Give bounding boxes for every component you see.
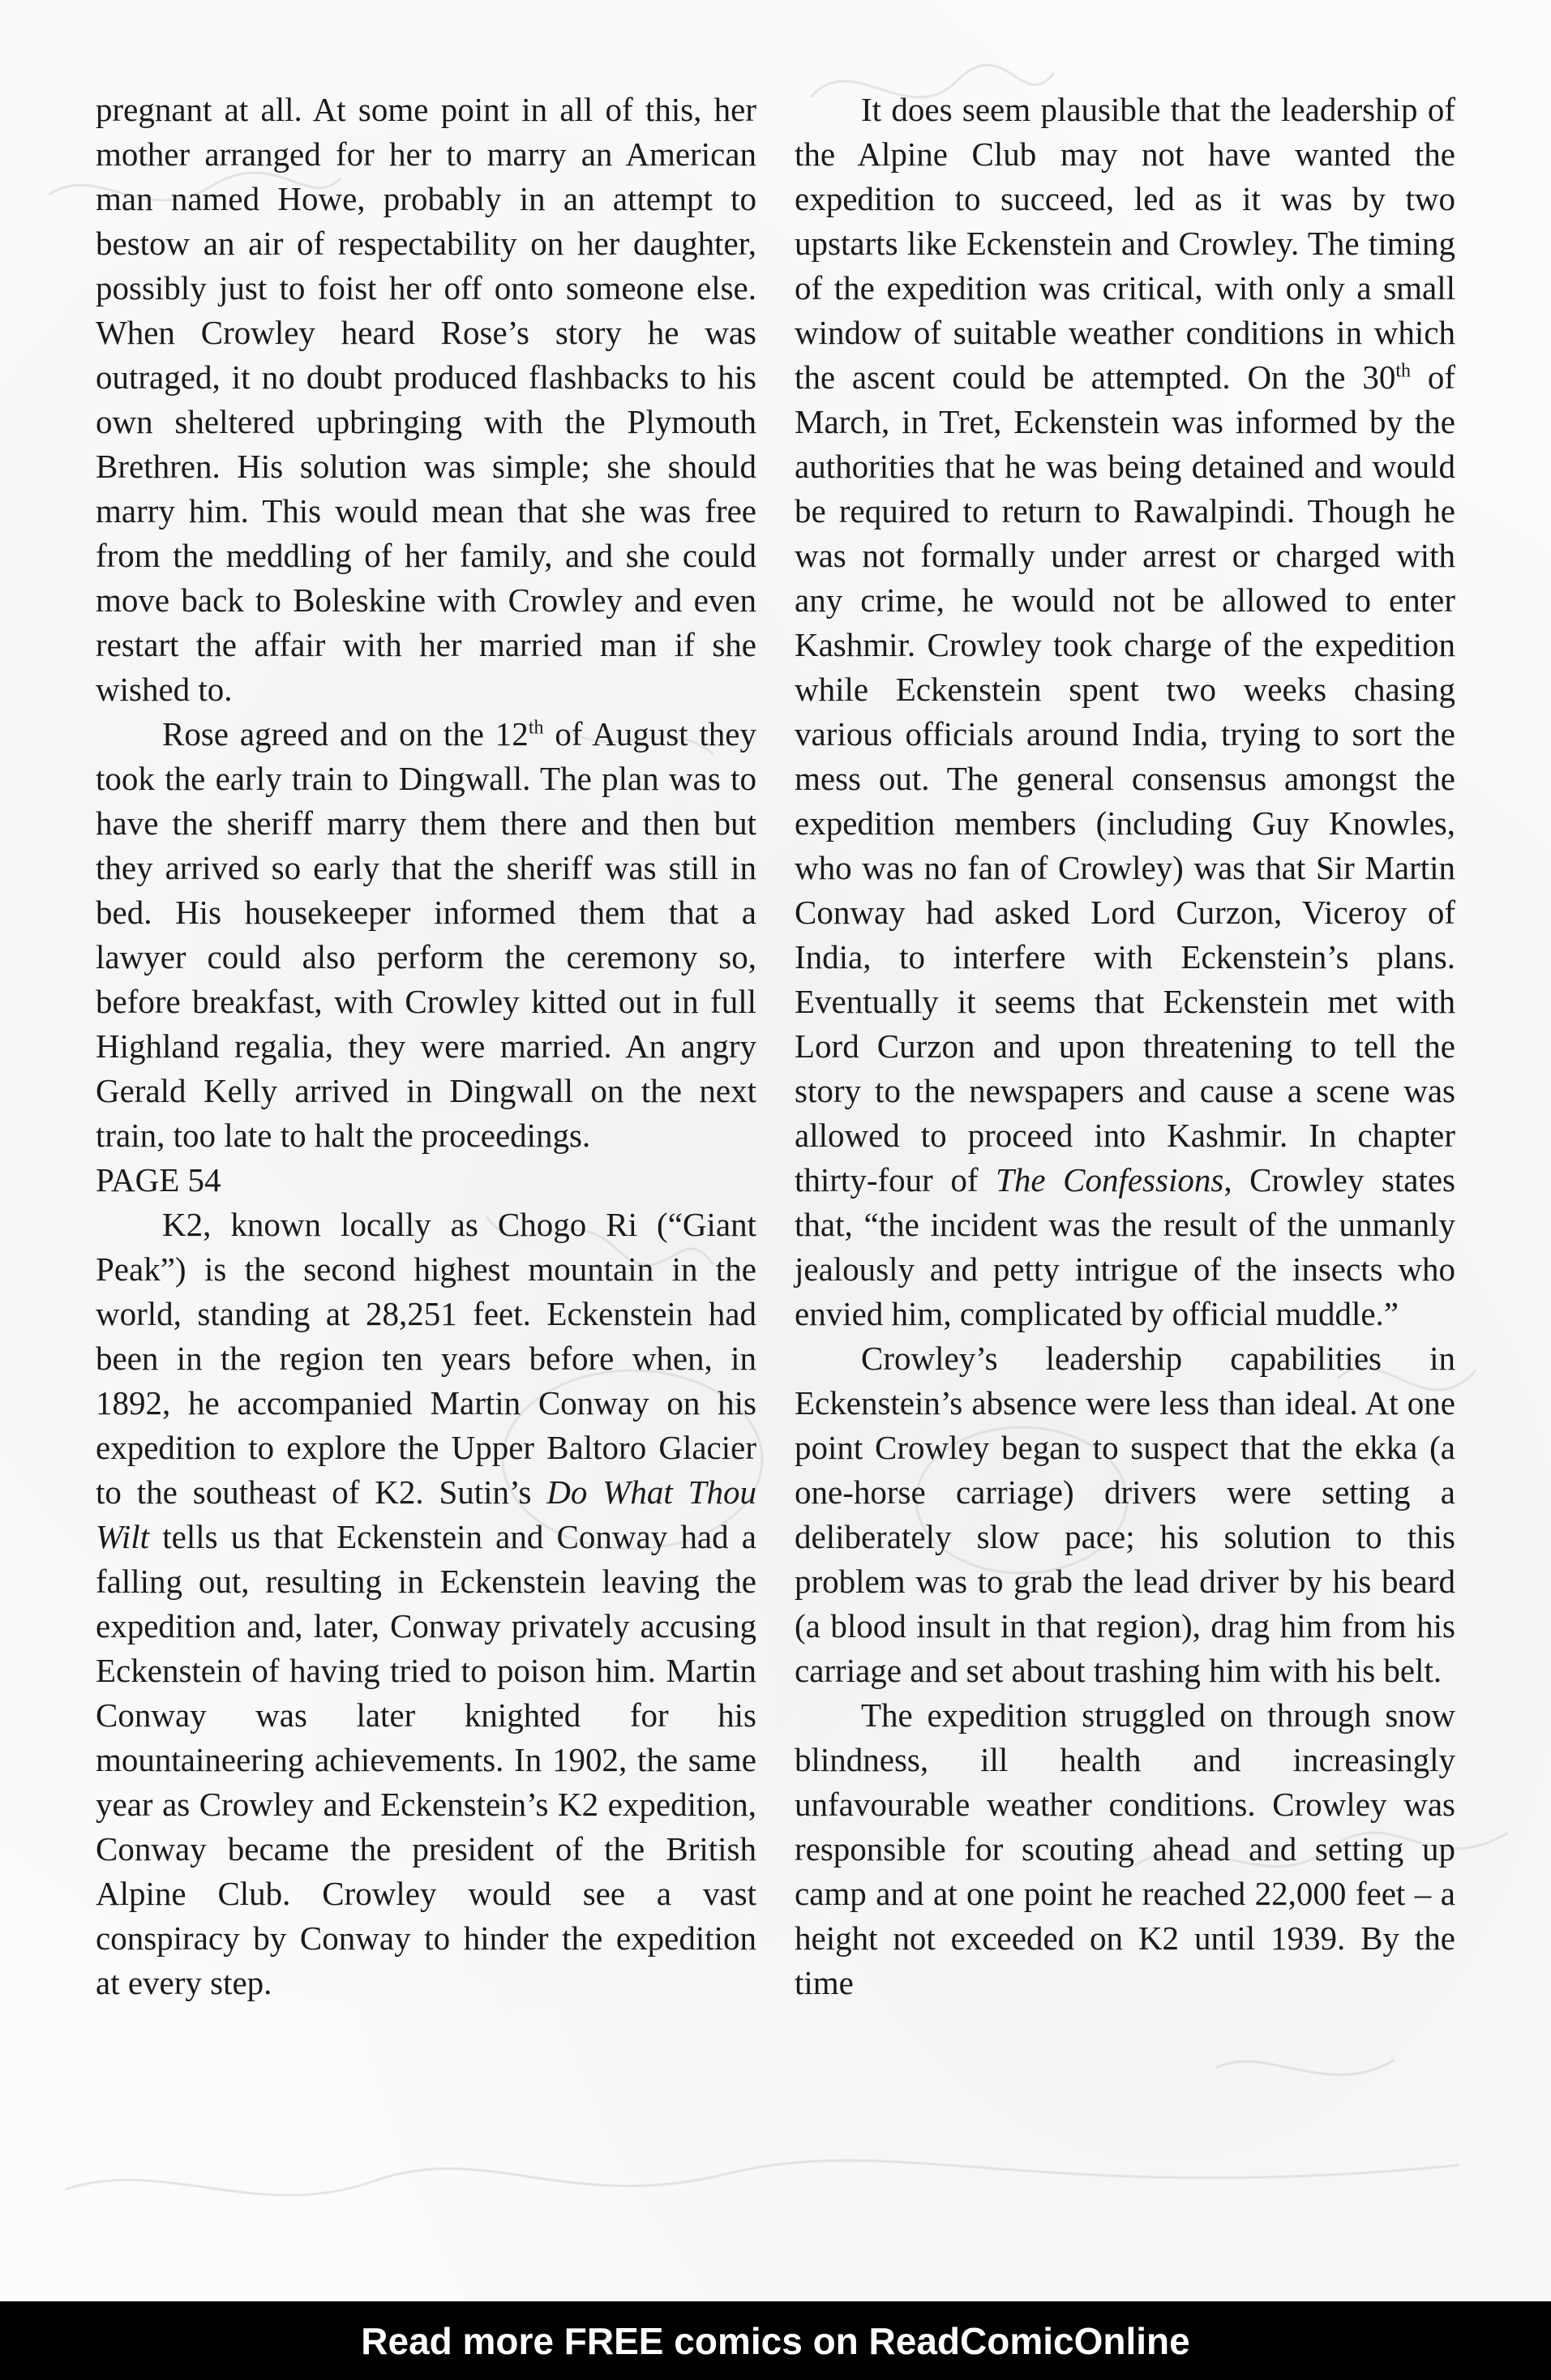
left-paragraph-2: Rose agreed and on the 12th of August they took the early train to Dingwall. The plan was to have the sheriff marry them there and then but they arrived so early that the sheriff was still in bed. His housekeeper informed them that a lawyer could also perform the ceremony so, before breakfast, with Crowley kitted out in full Highland regalia, they were married. An angry Gerald Kelly arrived in Dingwall on the next train, too late to halt the proceedings. [96, 715, 756, 1154]
right-paragraph-1: It does seem plausible that the leadership of the Alpine Club may not have wanted the expedition to succeed, led as it was by two upstarts like Eckenstein and Crowley. The timing of the expedition was critical, with only a small window of suitable weather conditions in which the ascent could be attempted. On the 30th of March, in Tret, Eckenstein was informed by the authorities that he was being detained and would be required to return to Rawalpindi. Though he was not formally under arrest or charged with any crime, he would not be allowed to enter Kashmir. Crowley took charge of the expedition while Eckenstein spent two weeks chasing various officials around India, trying to sort the mess out. The general consensus amongst the expedition members (including Guy Knowles, who was no fan of Crowley) was that Sir Martin Conway had asked Lord Curzon, Viceroy of India, to interfere with Eckenstein’s plans. Eventually it seems that Eckenstein met with Lord Curzon and upon threatening to tell the story to the newspapers and cause a scene was allowed to proceed into Kashmir. In chapter thirty-four of The Confessions, Crowley states that, “the incident was the result of the unmanly jealously and petty intrigue of the insects who envied him, complicated by official muddle.” [795, 91, 1455, 1332]
right-paragraph-3: The expedition struggled on through snow blindness, ill health and increasingly unfavourable weather conditions. Crowley was responsible for scouting ahead and setting up camp and at one point he reached 22,000 feet – a height not exceeded on K2 until 1939. By the time [795, 1696, 1455, 2001]
left-paragraph-3: K2, known locally as Chogo Ri (“Giant Peak”) is the second highest mountain in the world, standing at 28,251 feet. Eckenstein had been in the region ten years before when, in 1892, he accompanied Martin Conway on his expedition to explore the Upper Baltoro Glacier to the southeast of K2. Sutin’s Do What Thou Wilt tells us that Eckenstein and Conway had a falling out, resulting in Eckenstein leaving the expedition and, later, Conway privately accusing Eckenstein of having tried to poison him. Martin Conway was later knighted for his mountaineering achievements. In 1902, the same year as Crowley and Eckenstein’s K2 expedition, Conway became the president of the British Alpine Club. Crowley would see a vast conspiracy by Conway to hinder the expedition at every step. [96, 1206, 756, 2001]
right-text-column [795, 88, 1455, 2005]
right-paragraph-2: Crowley’s leadership capabilities in Eckenstein’s absence were less than ideal. At one point Crowley began to suspect that the ekka (a one-horse carriage) drivers were setting a deliberately slow pace; his solution to this problem was to grab the lead driver by his beard (a blood insult in that region), drag him from his carriage and set about trashing him with his belt. [795, 1340, 1455, 1689]
footer-banner-text[interactable]: Read more FREE comics on ReadComicOnline [361, 2319, 1190, 2362]
left-text-column [96, 88, 756, 2005]
section-heading: PAGE 54 [96, 1161, 221, 1199]
left-paragraph-1: pregnant at all. At some point in all of this, her mother arranged for her to marry an American man named Howe, probably in an attempt to bestow an air of respectability on her daughter, possibly just to foist her off onto someone else. When Crowley heard Rose’s story he was outraged, it no doubt produced flashbacks to his own sheltered upbringing with the Plymouth Brethren. His solution was simple; she should marry him. This would mean that she was free from the meddling of her family, and she could move back to Boleskine with Crowley and even restart the affair with her married man if she wished to. [96, 91, 756, 708]
footer-banner[interactable] [0, 2301, 1551, 2380]
